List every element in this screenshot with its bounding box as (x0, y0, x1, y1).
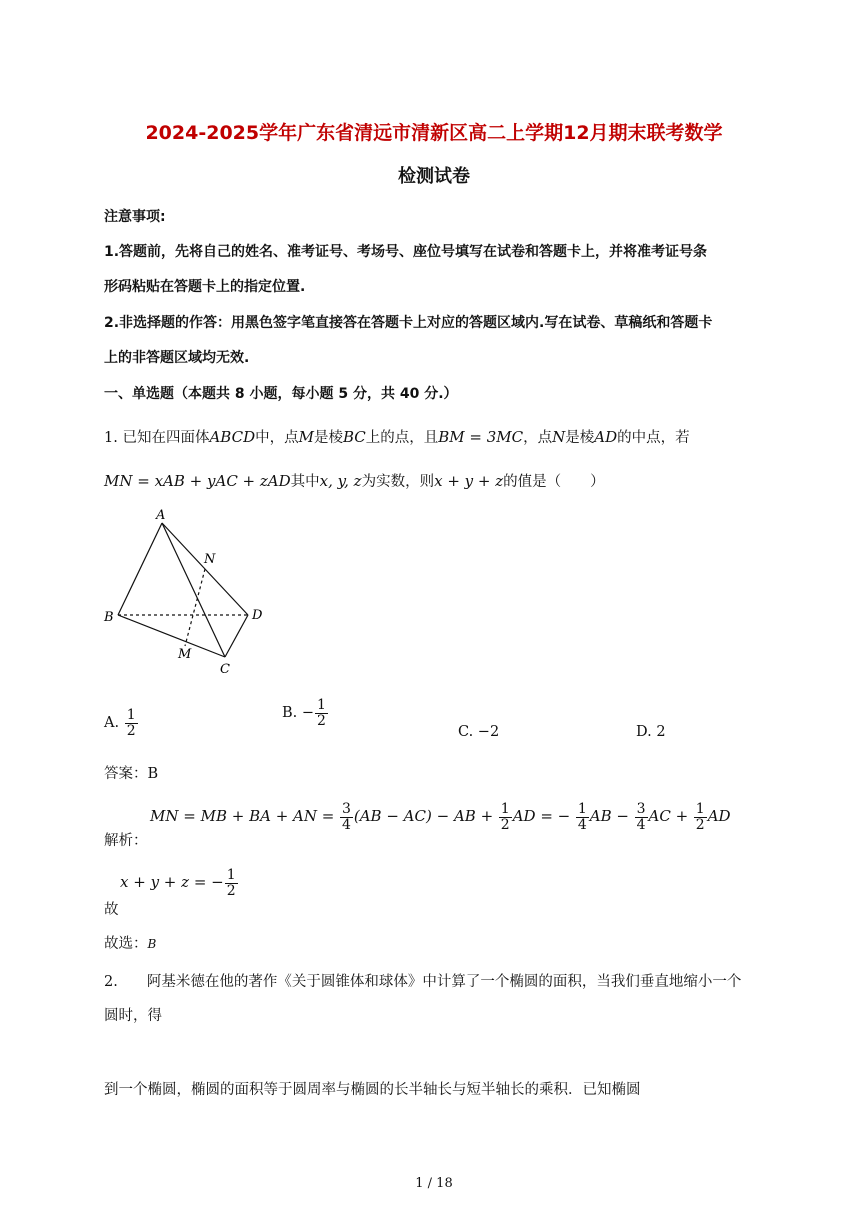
q1-text: 是棱 (313, 430, 343, 446)
q1-math-m: M (298, 428, 314, 446)
frac-num: 1 (126, 707, 136, 723)
q1-vector-equation: MN = xAB + yAC + zAD (104, 472, 291, 490)
page-number: 1 / 18 (415, 1176, 453, 1191)
q1-math-bc: BC (342, 428, 366, 446)
option-b (282, 698, 329, 728)
frac-den: 2 (226, 882, 236, 899)
frac-den: 2 (500, 816, 510, 833)
label-a: A (156, 508, 166, 523)
analysis-part: (AB − AC) − AB + (353, 807, 494, 826)
notice-heading: 注意事项: (104, 209, 166, 225)
answer: 答案：B (104, 766, 159, 782)
frac-den: 4 (341, 816, 351, 833)
frac-den: 2 (695, 816, 705, 833)
notice-item-1: 1.答题前，先将自己的姓名、准考证号、考场号、座位号填写在试卷和答题卡上，并将准考证号条 (104, 244, 708, 260)
choose-label: 故选： (104, 936, 148, 952)
option-b-fraction (315, 698, 328, 728)
analysis-part: AC + (648, 807, 689, 826)
choose-line (104, 932, 156, 953)
therefore-equation (120, 868, 239, 898)
q1-math-sum: x + y + z (434, 472, 504, 490)
q1-text: 中，点 (255, 430, 299, 446)
q1-text: ，点 (523, 430, 553, 446)
frac-den: 4 (577, 816, 587, 833)
frac-num: 1 (695, 801, 705, 817)
question-2-line-2: 圆时，得 (104, 1008, 162, 1024)
frac-num: 1 (577, 801, 587, 817)
option-a-label: A. (104, 715, 120, 732)
q1-text: 的中点，若 (617, 430, 690, 446)
q1-math-n: N (552, 428, 566, 446)
option-b-sign: − (301, 705, 315, 722)
analysis-fraction (635, 802, 648, 832)
frac-num: 3 (636, 801, 646, 817)
question-1-line-2 (104, 470, 605, 491)
notice-item-2-cont: 上的非答题区域均无效. (104, 350, 250, 366)
option-a (104, 708, 139, 738)
label-b: B (104, 610, 114, 625)
label-d: D (252, 608, 263, 623)
choose-value: B (147, 937, 157, 951)
label-c: C (220, 662, 230, 677)
question-2-line-1: 2. 阿基米德在他的著作《关于圆锥体和球体》中计算了一个椭圆的面积，当我们垂直地缩小一个 (104, 974, 742, 990)
analysis-part: AB − (589, 807, 629, 826)
label-m: M (178, 647, 192, 662)
frac-num: 3 (341, 801, 351, 817)
option-d: D. 2 (636, 724, 666, 740)
document-subtitle: 检测试卷 (398, 166, 470, 187)
analysis-fraction (499, 802, 512, 832)
document-title: 2024-2025学年广东省清远市清新区高二上学期12月期末联考数学 (145, 122, 723, 144)
analysis-fraction (340, 802, 353, 832)
notice-item-1-cont: 形码粘贴在答题卡上的指定位置. (104, 279, 306, 295)
question-2-line-3: 到一个椭圆，椭圆的面积等于圆周率与椭圆的长半轴长与短半轴长的乘积．已知椭圆 (104, 1082, 641, 1098)
q1-text: 1. 已知在四面体 (104, 430, 210, 446)
q1-text: 为实数，则 (361, 474, 435, 490)
question-1-line-1 (104, 426, 690, 447)
therefore-part: x + y + z = − (120, 873, 224, 892)
analysis-part: AD (707, 807, 731, 826)
frac-den: 2 (317, 712, 326, 729)
q1-math-bm: BM = 3MC (438, 428, 524, 446)
analysis-fraction (694, 802, 707, 832)
option-c: C. −2 (458, 724, 500, 740)
q1-text: 上的点，且 (365, 430, 439, 446)
q1-text: 其中 (290, 474, 320, 490)
q1-math-abcd: ABCD (209, 428, 256, 446)
frac-den: 4 (636, 816, 646, 833)
q1-math-ad: AD (594, 428, 618, 446)
frac-den: 2 (126, 722, 136, 739)
therefore-label: 故 (104, 902, 119, 918)
option-b-label: B. (282, 705, 298, 722)
analysis-label: 解析： (104, 833, 148, 849)
q1-text: 是棱 (565, 430, 595, 446)
analysis-equation (150, 802, 731, 832)
label-n: N (204, 552, 216, 567)
analysis-fraction (576, 802, 589, 832)
q1-text: 的值是（ ） (503, 474, 605, 490)
section-heading: 一、单选题（本题共 8 小题，每小题 5 分，共 40 分.） (104, 386, 458, 402)
frac-num: 1 (226, 867, 236, 883)
notice-item-2: 2.非选择题的作答：用黑色签字笔直接答在答题卡上对应的答题区域内.写在试卷、草稿纸和答题卡 (104, 315, 713, 331)
frac-num: 1 (500, 801, 510, 817)
analysis-part: AD = − (512, 807, 571, 826)
q1-math-xyz: x, y, z (319, 472, 362, 490)
tetrahedron-figure (100, 505, 270, 680)
therefore-fraction (225, 868, 238, 898)
analysis-part: MN = MB + BA + AN = (150, 807, 335, 826)
frac-num: 1 (317, 697, 326, 713)
option-a-fraction (125, 708, 138, 738)
